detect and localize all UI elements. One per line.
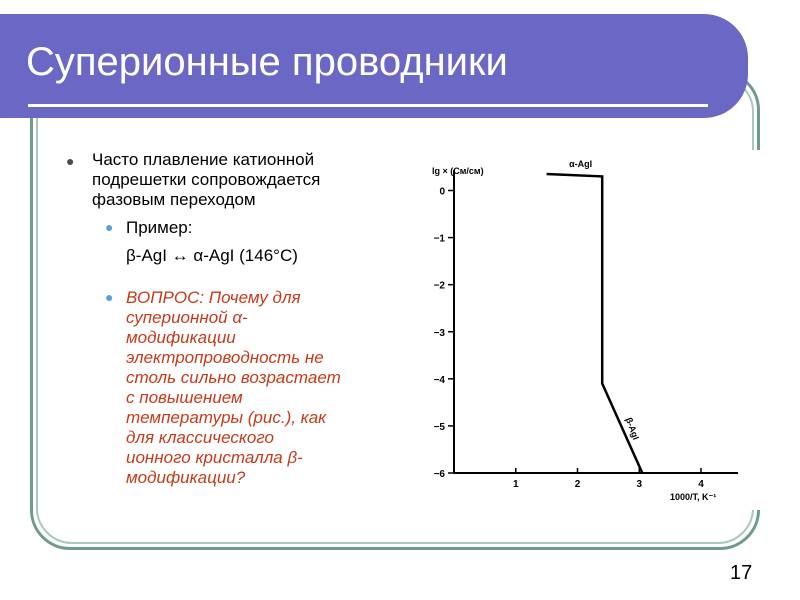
y-tick-label: −2 — [433, 280, 445, 292]
y-tick-label: −3 — [433, 327, 445, 339]
x-tick-label: 4 — [698, 479, 704, 490]
example-formula: β-AgI ↔ α-AgI (146°C) — [126, 246, 298, 265]
chart-svg — [406, 150, 764, 510]
bullet-line: фазовым переходом — [92, 190, 256, 209]
x-axis-label: 1000/T, K⁻¹ — [670, 492, 717, 502]
title-underline — [28, 104, 708, 107]
bullet-dot-icon: ● — [105, 289, 114, 305]
example-label: Пример: — [126, 218, 193, 237]
x-tick-label: 1 — [512, 479, 519, 490]
bullet-line: подрешетки сопровождается — [92, 170, 321, 189]
bullet-line: Часто плавление катионной — [92, 150, 315, 169]
question-line: электропроводность не — [126, 348, 324, 367]
y-axis-label: lg × (См/см) — [432, 166, 484, 176]
conductivity-chart — [406, 150, 764, 510]
y-tick-label: 0 — [439, 186, 445, 198]
y-tick-label: −5 — [433, 421, 445, 433]
x-tick-label: 2 — [574, 479, 581, 490]
question-line: ВОПРОС: Почему для — [126, 288, 301, 307]
bullet-dot-icon: ● — [105, 219, 114, 235]
question-line: с повышением — [126, 388, 243, 407]
question-line: модификации — [126, 328, 236, 347]
question-line: столь сильно возрастает — [126, 368, 341, 387]
question-line: температуры (рис.), как — [126, 408, 327, 427]
question-line: суперионной α- — [126, 308, 248, 327]
slide-content — [60, 150, 405, 488]
bullet-question — [60, 288, 405, 488]
y-tick-label: −1 — [433, 233, 445, 245]
question-line: ионного кристалла β- — [126, 448, 303, 467]
x-tick-label: 3 — [636, 479, 643, 490]
question-line: для классического — [126, 428, 275, 447]
y-tick-label: −6 — [433, 469, 445, 480]
bullet-example — [60, 218, 405, 238]
bullet-main — [60, 150, 405, 210]
slide-title: Суперионные проводники — [26, 40, 508, 84]
beta-agi-label: β-AgI — [623, 416, 642, 442]
page-number: 17 — [730, 562, 753, 584]
bullet-dot-icon: ● — [66, 153, 75, 169]
alpha-agi-label: α-AgI — [569, 158, 593, 169]
question-line: модификации? — [126, 468, 246, 487]
y-tick-label: −4 — [433, 374, 445, 386]
